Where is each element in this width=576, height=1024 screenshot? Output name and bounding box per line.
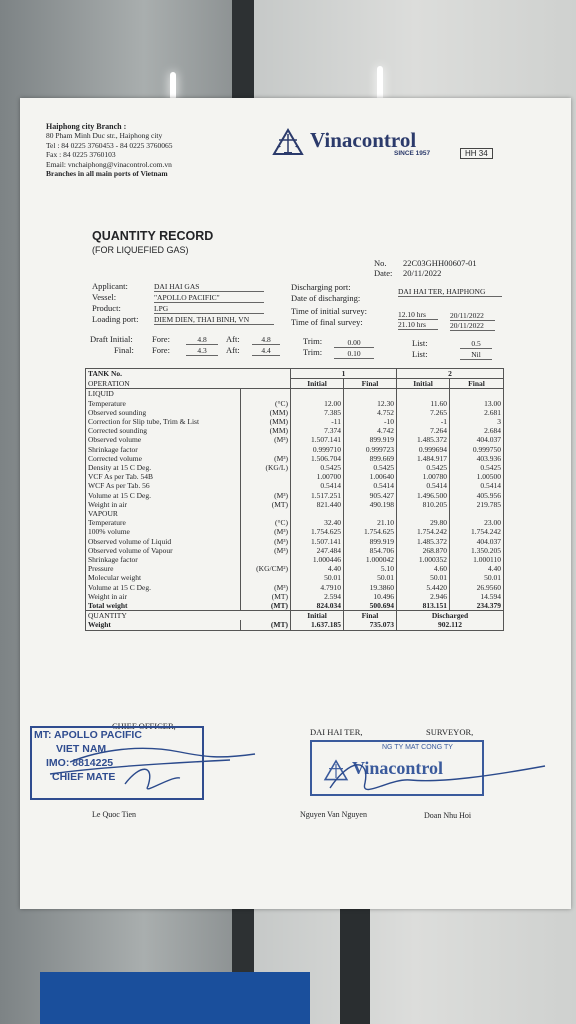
cell-value: 4.7910 [291,583,344,592]
cell-value: 23.00 [450,518,504,527]
cell-value [397,389,450,399]
table-row [86,491,504,500]
cell-value: 2.946 [397,592,450,601]
table-row [86,454,504,463]
row-label: Temperature [86,399,241,408]
cell-value: 854.706 [344,546,397,555]
table-row [86,472,504,481]
cell-value: 1.350.205 [450,546,504,555]
cell-value: 4.752 [344,408,397,417]
column-header: Final [450,379,504,389]
cell-value: 403.936 [450,454,504,463]
terminal-signature [300,748,550,808]
row-label: Pressure [86,564,241,573]
branch-line: 80 Pham Minh Duc str., Haiphong city [46,131,163,141]
quantity-table [85,368,504,631]
cell-value: 0.5414 [344,481,397,490]
discharging-port-value: DAI HAI TER, HAIPHONG [398,287,502,297]
total-unit: (MT) [241,601,291,611]
chief-officer-signature [30,721,270,804]
row-label: Observed sounding [86,408,241,417]
cell-value: 0.5425 [450,463,504,472]
page-subtitle: (FOR LIQUEFIED GAS) [92,245,189,255]
cell-value: 0.999750 [450,445,504,454]
cell-value: 1.517.251 [291,491,344,500]
table-row [86,463,504,472]
cell-value: 1.507.141 [291,537,344,546]
cell-value: 0.5414 [291,481,344,490]
vessel-label: Vessel: [92,292,117,302]
cell-value: 1.496.500 [397,491,450,500]
row-unit: (KG/L) [241,463,291,472]
row-unit: (M³) [241,435,291,444]
list-label: List: [412,349,428,359]
row-unit: (M³) [241,546,291,555]
final-survey-label: Time of final survey: [291,317,363,327]
cell-value: -1 [397,417,450,426]
surveyor-name: Doan Nhu Hoi [424,811,472,820]
product-value: LPG [154,304,264,314]
logo-text: Vinacontrol [310,128,417,152]
final-survey-date: 20/11/2022 [450,321,495,331]
scales-logo-icon [270,128,306,158]
weight-final: 735.073 [344,620,397,630]
row-unit: (M³) [241,537,291,546]
cell-value: 3 [450,417,504,426]
draft-fore-label: Fore: [152,334,170,344]
row-label: Observed volume of Liquid [86,537,241,546]
list-label: List: [412,338,428,348]
applicant-value: DAI HAI GAS [154,282,264,292]
cell-value: 905.427 [344,491,397,500]
draft-final-aft: 4.4 [252,346,280,356]
quantity-header: Initial [291,611,344,621]
branch-address-block [46,122,173,178]
stamp-line: CHIEF MATE [52,771,116,783]
row-unit: (M³) [241,527,291,536]
terminal-rep-name: Nguyen Van Nguyen [300,810,367,819]
row-label: Correction for Slip tube, Trim & List [86,417,241,426]
branch-line: Tel : 84 0225 3760453 - 84 0225 3760065 [46,140,173,150]
cell-value: 1.00700 [291,472,344,481]
weight-unit: (MT) [241,620,291,630]
cell-value [450,509,504,518]
cell-value [291,509,344,518]
cell-value: 490.198 [344,500,397,509]
row-unit: (°C) [241,518,291,527]
branches-note: Branches in all main ports of Vietnam [46,169,168,179]
cell-value: 1.506.704 [291,454,344,463]
background-blue-panel [40,972,310,1024]
cell-value: 0.5425 [344,463,397,472]
cell-value: 899.919 [344,537,397,546]
cell-value: 1.485.372 [397,435,450,444]
cell-value: 404.037 [450,537,504,546]
cell-value: 899.919 [344,435,397,444]
weight-row [86,620,504,630]
trim-label: Trim: [303,336,323,346]
row-unit [241,573,291,582]
page-title: QUANTITY RECORD [92,229,214,243]
cell-value: 19.3860 [344,583,397,592]
cell-value: 0.999710 [291,445,344,454]
chief-officer-name: Le Quoc Tien [92,810,136,819]
draft-fore-label: Fore: [152,345,170,355]
row-unit: (MM) [241,408,291,417]
draft-final-fore: 4.3 [186,346,218,356]
row-unit [241,472,291,481]
row-label: Corrected sounding [86,426,241,435]
cell-value: 7.385 [291,408,344,417]
cell-value: 810.205 [397,500,450,509]
cell-value: 1.754.625 [344,527,397,536]
cell-value: 1.485.372 [397,537,450,546]
branch-title: Haiphong city Branch : [46,122,127,131]
cell-value: 247.484 [291,546,344,555]
table-row [86,564,504,573]
applicant-label: Applicant: [92,281,128,291]
cell-value: 0.5414 [450,481,504,490]
branch-line: Email: vnchaiphong@vinacontrol.com.vn [46,159,172,169]
column-header: Initial [291,379,344,389]
cell-value: 7.374 [291,426,344,435]
table-row [86,518,504,527]
tank-no-label: TANK No. [86,369,291,379]
cell-value: 1.000352 [397,555,450,564]
weight-initial: 1.637.185 [291,620,344,630]
draft-aft-label: Aft: [226,345,240,355]
row-unit: (MM) [241,417,291,426]
cell-value: 1.00780 [397,472,450,481]
cell-value: 2.684 [450,426,504,435]
cell-value [397,509,450,518]
table-row [86,417,504,426]
cell-value: 1.754.625 [291,527,344,536]
draft-aft-label: Aft: [226,334,240,344]
stamp-line: MT: APOLLO PACIFIC [34,729,142,741]
table-row [86,537,504,546]
draft-initial-label: Draft Initial: [90,334,133,344]
row-unit [241,509,291,518]
record-date-value: 20/11/2022 [403,268,442,278]
cell-value: 32.40 [291,518,344,527]
table-row [86,592,504,601]
row-label: Volume at 15 C Deg. [86,583,241,592]
row-unit: (M³) [241,491,291,500]
draft-initial-list: 0.5 [460,339,492,349]
stamp-logo-text: Vinacontrol [352,758,444,778]
quantity-record-document [20,98,571,909]
row-label: 100% volume [86,527,241,536]
draft-initial-fore: 4.8 [186,335,218,345]
record-date-label: Date: [374,268,393,278]
cell-value: 0.5425 [397,463,450,472]
row-label: LIQUID [86,389,241,399]
table-row [86,583,504,592]
quantity-header-row [86,611,504,621]
row-unit [241,555,291,564]
quantity-header: Final [344,611,397,621]
row-unit: (MT) [241,500,291,509]
cell-value: 1.000446 [291,555,344,564]
surveyor-role: SURVEYOR, [426,727,474,737]
row-unit: (M³) [241,583,291,592]
cell-value: 5.10 [344,564,397,573]
cell-value: 4.60 [397,564,450,573]
table-row [86,408,504,417]
row-label: Observed volume [86,435,241,444]
row-label: Observed volume of Vapour [86,546,241,555]
quantity-header: Discharged [397,611,504,621]
table-row [86,527,504,536]
draft-final-label: Final: [114,345,134,355]
cell-value: 0.999723 [344,445,397,454]
row-label: Shrinkage factor [86,555,241,564]
row-label: VCF As per Tab. 54B [86,472,241,481]
row-unit [241,389,291,399]
loading-port-label: Loading port: [92,314,139,324]
total-value: 824.034 [291,601,344,611]
row-unit: (M³) [241,454,291,463]
cell-value: 26.9560 [450,583,504,592]
cell-value: 4.40 [450,564,504,573]
cell-value: 4.742 [344,426,397,435]
cell-value: 1.000110 [450,555,504,564]
cell-value: 50.01 [344,573,397,582]
row-label: VAPOUR [86,509,241,518]
cell-value [291,389,344,399]
chief-officer-role: CHIEF OFFICER, [112,721,176,731]
column-header: Initial [397,379,450,389]
row-unit: (MM) [241,426,291,435]
cell-value: 0.5425 [291,463,344,472]
table-row [86,426,504,435]
row-unit [241,445,291,454]
cell-value: 7.265 [397,408,450,417]
table-row [86,546,504,555]
row-unit: (KG/CM²) [241,564,291,573]
table-row [86,555,504,564]
table-row [86,500,504,509]
cell-value: 899.669 [344,454,397,463]
cell-value: 4.40 [291,564,344,573]
weight-label: Weight [86,620,241,630]
draft-final-list: Nil [460,350,492,360]
table-row [86,435,504,444]
draft-final-trim: 0.10 [334,349,374,359]
table-row [86,399,504,408]
table-row [86,445,504,454]
logo-since: SINCE 1957 [394,150,431,157]
initial-survey-time: 12.10 hrs [398,310,438,320]
branch-line: Fax : 84 0225 3760103 [46,150,116,160]
cell-value: 2.594 [291,592,344,601]
final-survey-time: 21.10 hrs [398,320,438,330]
cell-value: 821.440 [291,500,344,509]
cell-value: 0.5414 [397,481,450,490]
cell-value: 50.01 [397,573,450,582]
row-label: Weight in air [86,500,241,509]
row-unit [241,481,291,490]
tank-number: 2 [397,369,504,379]
table-header-row [86,369,504,379]
cell-value: 405.956 [450,491,504,500]
form-code: HH 34 [460,148,493,159]
record-no-value: 22C03GHH00607-01 [403,258,477,268]
cell-value: 1.484.917 [397,454,450,463]
cell-value: -11 [291,417,344,426]
cell-value: 13.00 [450,399,504,408]
stamp-line: IMO: 8814225 [46,757,114,769]
cell-value: 12.30 [344,399,397,408]
cell-value: 11.60 [397,399,450,408]
total-value: 500.694 [344,601,397,611]
row-label: WCF As per Tab. 56 [86,481,241,490]
cell-value: 14.594 [450,592,504,601]
cell-value: 5.4420 [397,583,450,592]
table-row [86,573,504,582]
cell-value: 2.681 [450,408,504,417]
total-row [86,601,504,611]
row-label: Molecular weight [86,573,241,582]
background-light [170,72,176,100]
table-row [86,389,504,399]
total-label: Total weight [86,601,241,611]
stamp-company-line: NG TY MAT CONG TY [382,744,453,751]
table-row [86,509,504,518]
cell-value: 12.00 [291,399,344,408]
cell-value [344,509,397,518]
cell-value: 1.000042 [344,555,397,564]
record-no-label: No. [374,258,387,268]
cell-value [344,389,397,399]
row-label: Shrinkage factor [86,445,241,454]
row-label: Volume at 15 C Deg. [86,491,241,500]
vinacontrol-logo [270,128,450,158]
row-unit: (°C) [241,399,291,408]
table-row [86,481,504,490]
weight-discharged: 902.112 [397,620,504,630]
cell-value: 268.870 [397,546,450,555]
row-label: Temperature [86,518,241,527]
cell-value: 1.00500 [450,472,504,481]
cell-value: 0.999694 [397,445,450,454]
total-value: 813.151 [397,601,450,611]
date-discharging-label: Date of discharging: [291,293,361,303]
stamp-line: VIET NAM [56,743,107,755]
table-header-row [86,379,504,389]
row-label: Corrected volume [86,454,241,463]
cell-value: 1.754.242 [450,527,504,536]
trim-label: Trim: [303,347,323,357]
cell-value [450,389,504,399]
cell-value: 1.507.141 [291,435,344,444]
vessel-value: "APOLLO PACIFIC" [154,293,264,303]
cell-value: 7.264 [397,426,450,435]
terminal-role: DAI HAI TER, [310,727,363,737]
operation-label: OPERATION [86,379,291,389]
initial-survey-date: 20/11/2022 [450,311,495,321]
loading-port-value: DIEM DIEN, THAI BINH, VN [154,315,274,325]
cell-value: 1.754.242 [397,527,450,536]
cell-value: 50.01 [450,573,504,582]
column-header: Final [344,379,397,389]
cell-value: 50.01 [291,573,344,582]
product-label: Product: [92,303,121,313]
row-label: Density at 15 C Deg. [86,463,241,472]
cell-value: 1.00640 [344,472,397,481]
row-unit: (MT) [241,592,291,601]
row-label: Weight in air [86,592,241,601]
quantity-label: QUANTITY [86,611,291,621]
discharging-port-label: Discharging port: [291,282,351,292]
cell-value: -10 [344,417,397,426]
draft-initial-aft: 4.8 [252,335,280,345]
cell-value: 21.10 [344,518,397,527]
total-value: 234.379 [450,601,504,611]
tank-number: 1 [291,369,397,379]
cell-value: 10.496 [344,592,397,601]
initial-survey-label: Time of initial survey: [291,306,367,316]
cell-value: 404.037 [450,435,504,444]
cell-value: 29.80 [397,518,450,527]
draft-initial-trim: 0.00 [334,338,374,348]
cell-value: 219.785 [450,500,504,509]
